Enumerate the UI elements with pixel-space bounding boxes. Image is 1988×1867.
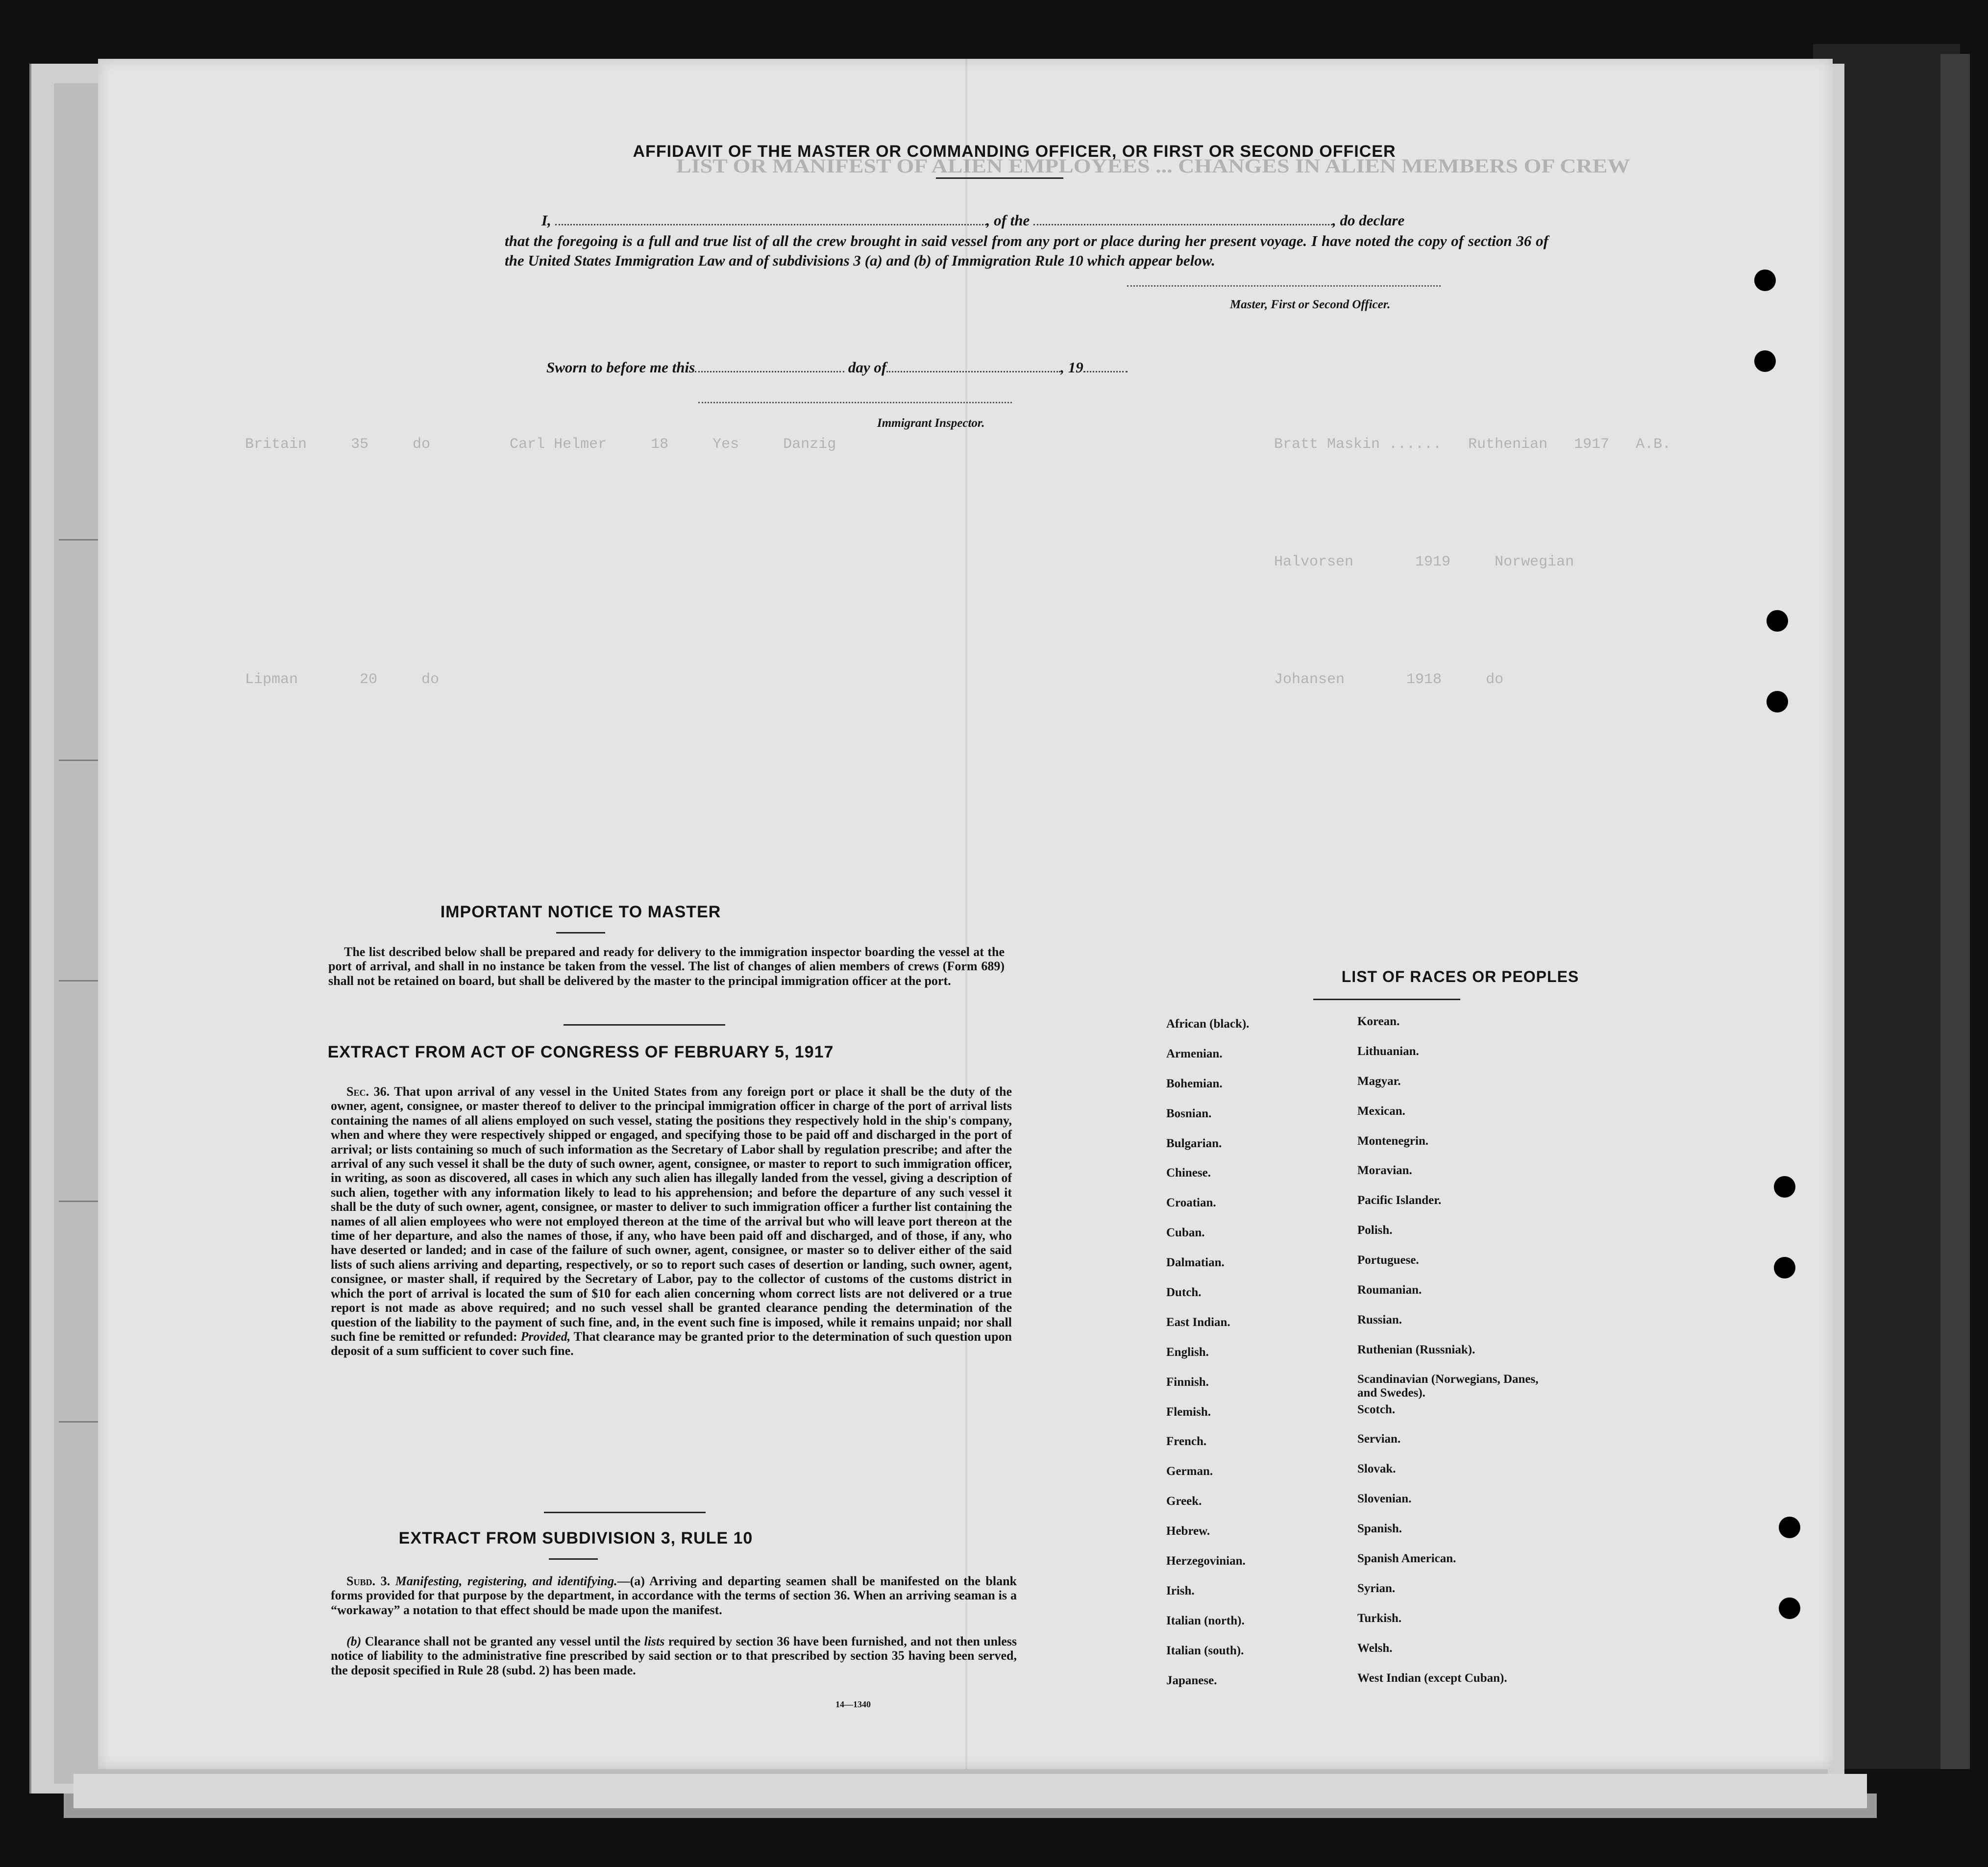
punch-hole <box>1767 691 1788 712</box>
separator-rule <box>544 1512 706 1513</box>
inspector-signature-line[interactable] <box>698 402 1012 403</box>
part-b-lists: lists <box>644 1634 665 1648</box>
of-the-text: , of the <box>986 212 1030 229</box>
race-item: Irish. <box>1166 1584 1195 1597</box>
declarant-prefix: I, <box>541 212 551 229</box>
race-item: Bosnian. <box>1166 1106 1212 1120</box>
background-sheet-edge <box>1940 54 1970 1769</box>
year-prefix: , 19 <box>1060 359 1083 376</box>
bleed-through-row: Bratt Maskin ...... Ruthenian 1917 A.B. <box>1274 436 1671 453</box>
races-title-underline <box>1313 999 1460 1000</box>
affidavit-title: AFFIDAVIT OF THE MASTER OR COMMANDING OFFICER, OR FIRST OR SECOND OFFICER <box>633 142 1396 161</box>
page-bottom-edge <box>74 1774 1867 1808</box>
separator-rule <box>564 1024 725 1026</box>
declaration-line <box>541 212 1404 229</box>
race-item: Pacific Islander. <box>1357 1194 1442 1207</box>
race-item: Lithuanian. <box>1357 1044 1419 1058</box>
race-item: Spanish American. <box>1357 1552 1456 1566</box>
race-item: Italian (north). <box>1166 1614 1245 1627</box>
proviso-label: Provided, <box>520 1329 571 1344</box>
subd-title: Manifesting, registering, and identifying. <box>395 1574 617 1588</box>
race-item: Mexican. <box>1357 1104 1405 1118</box>
race-item: Magyar. <box>1357 1074 1401 1088</box>
part-a-label: —(a) <box>617 1574 645 1588</box>
race-item: Ruthenian (Russniak). <box>1357 1343 1475 1356</box>
bleed-through-row: Britain 35 do Carl Helmer 18 Yes Danzig <box>245 436 836 453</box>
proviso-text: That clearance may be granted prior to the determination of such question upon deposit of a sum sufficient to cover such fine. <box>331 1329 1012 1358</box>
day-of-text: day of <box>848 359 887 376</box>
inspector-caption: Immigrant Inspector. <box>877 417 985 430</box>
race-item: Scandinavian (Norwegians, Danes, and Swedes). <box>1357 1372 1539 1400</box>
act-body <box>331 1084 1012 1358</box>
bleed-through-row: Lipman 20 do <box>245 671 440 688</box>
race-item: Flemish. <box>1166 1405 1211 1419</box>
race-item: Servian. <box>1357 1432 1401 1446</box>
race-item: Montenegrin. <box>1357 1134 1429 1148</box>
part-b-label: (b) <box>346 1634 362 1648</box>
notice-title: IMPORTANT NOTICE TO MASTER <box>440 903 721 921</box>
punch-hole <box>1754 270 1776 291</box>
race-item: Chinese. <box>1166 1166 1211 1180</box>
race-item: Korean. <box>1357 1015 1400 1028</box>
race-item: Slovenian. <box>1357 1492 1412 1506</box>
sworn-day-field[interactable] <box>695 359 844 372</box>
rule-body-a <box>331 1574 1017 1617</box>
master-signature-line[interactable] <box>1127 285 1441 287</box>
vessel-name-field[interactable] <box>1033 212 1332 225</box>
section-label: Sec. 36. <box>346 1084 390 1099</box>
race-item: Bulgarian. <box>1166 1136 1222 1150</box>
page-fold <box>965 59 967 1769</box>
race-item: Welsh. <box>1357 1641 1393 1655</box>
notice-title-underline <box>556 932 605 934</box>
race-item: African (black). <box>1166 1017 1250 1031</box>
punch-hole <box>1779 1517 1800 1538</box>
races-title: LIST OF RACES OR PEOPLES <box>1341 968 1579 985</box>
act-title: EXTRACT FROM ACT OF CONGRESS OF FEBRUARY 5, 1917 <box>327 1043 834 1061</box>
notice-body <box>328 945 1005 988</box>
punch-hole <box>1774 1257 1795 1278</box>
notice-body-text: The list described below shall be prepared and ready for delivery to the immigration inspector boarding the vessel at the port of arrival, and shall in no instance be taken from the vessel. The list of changes of alien members of crews (Form 689) shall not be retained on board, but shall be delivered by the master to the principal immigration officer at the port. <box>328 945 1005 988</box>
race-item: Polish. <box>1357 1224 1393 1237</box>
races-left-column <box>1166 1017 1249 1703</box>
race-item: French. <box>1166 1435 1207 1449</box>
race-item: Scotch. <box>1357 1402 1396 1416</box>
punch-hole <box>1754 350 1776 372</box>
part-b-text-2: required by section 36 have been furnished, and not then unless notice of liability to the administrative fine prescribed by said section or to that prescribed by section 35 having been served, the deposit specified in Rule 28 (subd. 2) has been made. <box>331 1634 1017 1677</box>
part-a-text: Arriving and departing seamen shall be manifested on the blank forms provided for that purpose by the department, in accordance with the terms of section 36. When an arriving seaman is a “workaway” a notation to that effect should be made upon the manifest. <box>331 1574 1017 1617</box>
rule-title-underline <box>549 1558 598 1560</box>
rule-title: EXTRACT FROM SUBDIVISION 3, RULE 10 <box>398 1529 753 1548</box>
race-item: Dutch. <box>1166 1286 1202 1300</box>
do-declare-text: , do declare <box>1332 212 1405 229</box>
race-item: West Indian (except Cuban). <box>1357 1671 1507 1685</box>
sworn-line <box>546 359 1128 376</box>
bleed-through-title: LIST OR MANIFEST OF ALIEN EMPLOYEES ... CHANGES IN ALIEN MEMBERS OF CREW <box>676 155 1630 177</box>
race-item: Herzegovinian. <box>1166 1554 1246 1568</box>
subd-label: Subd. 3. <box>346 1574 391 1588</box>
race-item: Armenian. <box>1166 1047 1223 1060</box>
race-item: Portuguese. <box>1357 1253 1419 1267</box>
master-signature-caption: Master, First or Second Officer. <box>1230 298 1391 311</box>
race-item: Turkish. <box>1357 1611 1402 1625</box>
bleed-through-row: Halvorsen 1919 Norwegian <box>1274 554 1574 570</box>
races-right-column <box>1357 1014 1544 1700</box>
race-item: English. <box>1166 1345 1209 1359</box>
rule-body-b <box>331 1634 1017 1677</box>
race-item: Croatian. <box>1166 1196 1216 1210</box>
act-body-text: That upon arrival of any vessel in the United States from any foreign port or place it shall be the duty of the owner, agent, consignee, or master thereof to deliver to the principal immigration officer in charge of the port of arrival lists containing the names of all aliens employed on such vessel, stating the positions they respectively hold in the ship's company, when and where they were respectively shipped or engaged, and specifying those to be paid off and discharged in the port of arrival; or lists containing so much of such information as the Secretary of Labor shall by regulation prescribe; and after the arrival of any such vessel it shall be the duty of such owner, agent, consignee, or master to report to such immigration officer, in writing, as soon as discovered, all cases in which any such alien has illegally landed from the vessel, giving a description of such alien, together with any information likely to lead to his apprehension; and before the departure of any such vessel it shall be the duty of such owner, agent, consignee, or master to deliver to such immigration officer a further list containing the names of all alien employees who were not employed thereon at the time of the arrival but who will leave port thereon at the time of her departure, and also the names of those, if any, who have been paid off and discharged, and of those, if any, who have deserted or landed; and in case of the failure of such owner, agent, consignee, or master so to deliver either of the said lists of such aliens arriving and departing, respectively, or so to report such cases of desertion or landing, such owner, agent, consignee, or master shall, if required by the Secretary of Labor, pay to the collector of customs of the customs district in which the port of arrival is located the sum of $10 for each alien concerning whom correct lists are not delivered or a true report is not made as above required; and no such vessel shall be granted clearance pending the determination of the question of the liability to the payment of such fine, and, in the event such fine is imposed, while it remains unpaid; nor shall such fine be remitted or refunded: <box>331 1084 1012 1344</box>
punch-hole <box>1779 1597 1800 1619</box>
race-item: Moravian. <box>1357 1164 1412 1178</box>
affidavit-body: that the foregoing is a full and true list of all the crew brought in said vessel from any port or place during her present voyage. I have noted the copy of section 36 of the United States Immigration Law and of subdivisions 3 (a) and (b) of Immigration Rule 10 which appear below. <box>505 232 1548 269</box>
form-number: 14—1340 <box>835 1699 871 1709</box>
race-item: Italian (south). <box>1166 1644 1244 1657</box>
form-page <box>98 59 1833 1769</box>
race-item: Dalmatian. <box>1166 1256 1225 1270</box>
race-item: Cuban. <box>1166 1226 1205 1240</box>
race-item: Russian. <box>1357 1313 1402 1327</box>
declarant-name-field[interactable] <box>555 212 986 225</box>
race-item: German. <box>1166 1465 1213 1478</box>
race-item: Japanese. <box>1166 1673 1217 1687</box>
race-item: East Indian. <box>1166 1315 1230 1329</box>
punch-hole <box>1767 610 1788 632</box>
race-item: Greek. <box>1166 1495 1202 1508</box>
race-item: Finnish. <box>1166 1375 1209 1389</box>
race-item: Hebrew. <box>1166 1524 1210 1538</box>
title-underline <box>936 177 1063 179</box>
race-item: Bohemian. <box>1166 1077 1223 1090</box>
punch-hole <box>1774 1176 1795 1198</box>
race-item: Spanish. <box>1357 1522 1402 1536</box>
race-item: Syrian. <box>1357 1581 1396 1595</box>
sworn-year-field[interactable] <box>1083 359 1128 372</box>
race-item: Slovak. <box>1357 1462 1396 1476</box>
race-item: Roumanian. <box>1357 1283 1422 1297</box>
sworn-prefix: Sworn to before me this <box>546 359 695 376</box>
bleed-through-row: Johansen 1918 do <box>1274 671 1504 688</box>
part-b-text-1: Clearance shall not be granted any vessel until the <box>365 1634 641 1648</box>
sworn-month-field[interactable] <box>886 359 1060 372</box>
